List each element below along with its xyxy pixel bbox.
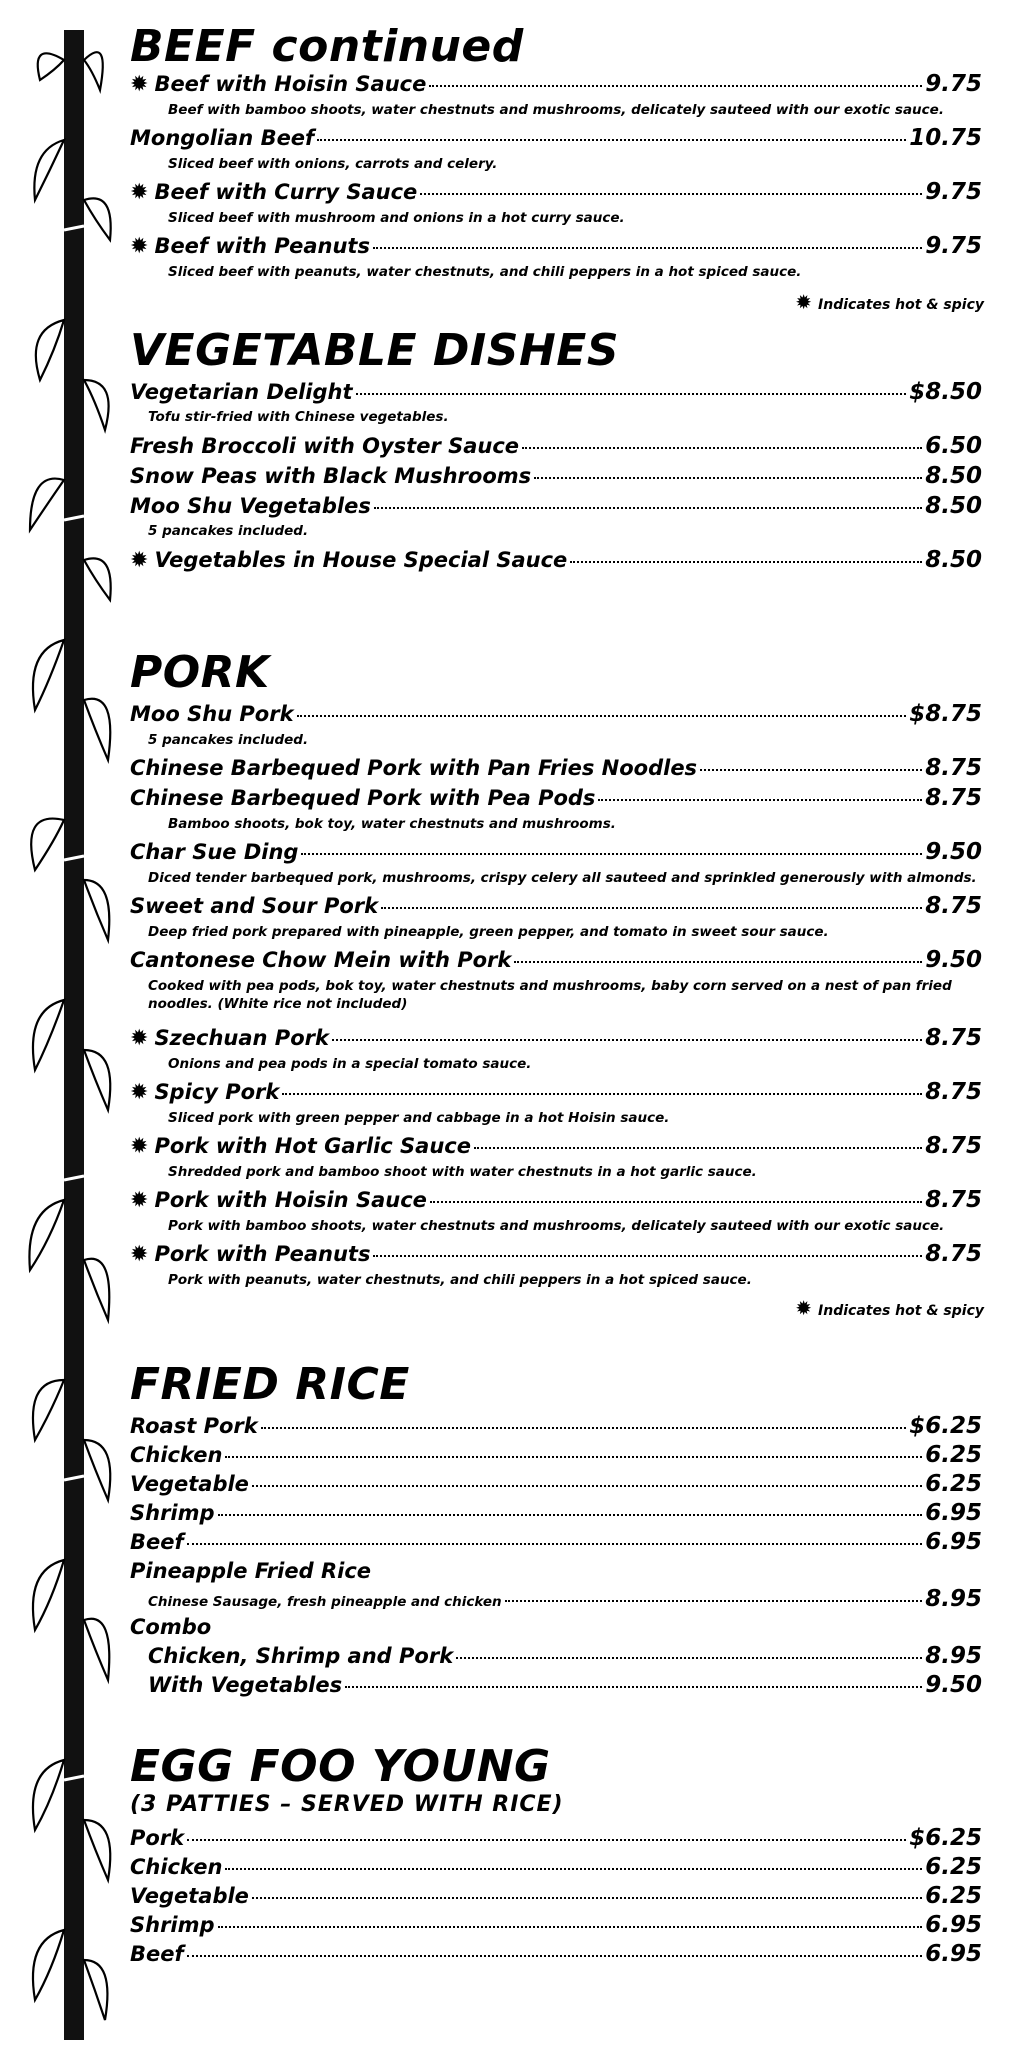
item-description: Chinese Sausage, fresh pineapple and chicken [148,1594,502,1610]
menu-item-fried-rice-roast-pork [130,1412,982,1440]
item-name: Pork with Hoisin Sauce [154,1188,427,1212]
item-name: Beef with Curry Sauce [154,180,418,204]
item-description: Pork with bamboo shoots, water chestnuts and mushrooms, delicately sauteed with our exotic sauce. [168,1218,945,1234]
menu-item-beef-curry [130,178,982,207]
item-description: Diced tender barbequed pork, mushrooms, crispy celery all sauteed and sprinkled generously with almonds. [148,870,977,886]
menu-item-sweet-sour-pork [130,892,982,920]
item-name: Szechuan Pork [154,1026,329,1050]
item-name: Beef [130,1942,184,1966]
item-name: Moo Shu Vegetables [130,494,371,518]
item-description: Pork with peanuts, water chestnuts, and chili peppers in a hot spiced sauce. [168,1272,752,1288]
spicy-icon: ✹ [130,548,149,573]
item-name: Fresh Broccoli with Oyster Sauce [130,434,520,458]
menu-item-fresh-broccoli [130,432,982,460]
menu-item-efy-pork [130,1824,982,1852]
item-name: Chicken [130,1855,223,1879]
menu-item-combo [130,1613,982,1641]
item-price: 8.50 [925,463,982,489]
spicy-icon: ✹ [130,72,149,97]
item-name: Shrimp [130,1501,215,1525]
item-description: Bamboo shoots, bok toy, water chestnuts and mushrooms. [168,816,616,832]
item-name: Chicken [130,1443,223,1467]
item-price: 8.75 [925,1025,982,1051]
item-description: Deep fried pork prepared with pineapple, green pepper, and tomato in sweet sour sauce. [148,924,829,940]
item-name: Pork with Peanuts [154,1242,371,1266]
item-price: 9.75 [925,179,982,205]
item-name: Moo Shu Pork [130,702,294,726]
menu-item-bbq-pork-pea-pods [130,784,982,812]
menu-item-spicy-pork [130,1078,982,1107]
menu-item-cantonese-chow-mein [130,946,982,974]
item-name: Char Sue Ding [130,840,299,864]
item-description: Cooked with pea pods, bok toy, water chestnuts and mushrooms, baby corn served on a nest of pan fried noodles. (White rice not included) [148,978,952,1012]
spicy-legend-text: Indicates hot & spicy [818,1303,984,1319]
item-name: Chinese Barbequed Pork with Pan Fries Noodles [130,756,698,780]
item-description: Sliced beef with peanuts, water chestnuts, and chili peppers in a hot spiced sauce. [168,264,802,280]
menu-item-fried-rice-shrimp [130,1499,982,1527]
egg-foo-young-subtitle: (3 PATTIES – SERVED WITH RICE) [130,1792,564,1817]
item-name: Mongolian Beef [130,126,315,150]
item-price: 6.50 [925,433,982,459]
item-price: 8.50 [925,547,982,573]
vegetable-section-title: VEGETABLE DISHES [130,325,620,376]
item-price: 8.75 [925,1133,982,1159]
item-price: $6.25 [909,1413,982,1439]
menu-item-fried-rice-beef [130,1528,982,1556]
item-description: 5 pancakes included. [148,523,309,539]
menu-item-fried-rice-chicken [130,1441,982,1469]
item-name: Combo [130,1615,212,1639]
menu-item-szechuan-pork [130,1024,982,1053]
spicy-icon: ✹ [130,1026,149,1051]
egg-foo-young-section-title: EGG FOO YOUNG [130,1741,551,1792]
menu-item-efy-vegetable [130,1882,982,1910]
item-price: 8.50 [925,493,982,519]
spicy-icon: ✹ [130,1242,149,1267]
menu-item-efy-chicken [130,1853,982,1881]
item-name: Snow Peas with Black Mushrooms [130,464,532,488]
menu-item-pineapple-fried-rice [130,1557,982,1585]
item-price: 6.25 [925,1883,982,1909]
item-name: Beef with Hoisin Sauce [154,72,427,96]
item-name: Spicy Pork [154,1080,280,1104]
item-price: 6.95 [925,1941,982,1967]
item-price: 8.75 [925,785,982,811]
item-price: 8.75 [925,1241,982,1267]
item-price: 9.50 [925,839,982,865]
item-price: 6.25 [925,1442,982,1468]
menu-item-house-special-vegetables [130,546,982,575]
item-name: Cantonese Chow Mein with Pork [130,948,512,972]
spicy-icon: ✹ [130,1188,149,1213]
item-name: Pineapple Fried Rice [130,1559,372,1583]
item-name: Vegetable [130,1884,249,1908]
item-price: 8.75 [925,755,982,781]
item-description: Sliced beef with onions, carrots and celery. [168,156,498,172]
spicy-legend [795,292,984,315]
item-price: 8.95 [925,1643,982,1669]
menu-item-pineapple-detail [148,1585,982,1616]
item-name: Sweet and Sour Pork [130,894,379,918]
menu-item-pork-peanuts [130,1240,982,1269]
item-description: Sliced pork with green pepper and cabbage in a hot Hoisin sauce. [168,1110,670,1126]
fried-rice-section-title: FRIED RICE [130,1359,410,1410]
item-description: Beef with bamboo shoots, water chestnuts and mushrooms, delicately sauteed with our exotic sauce. [168,102,944,118]
menu-item-char-sue-ding [130,838,982,866]
item-price: $6.25 [909,1825,982,1851]
spicy-icon: ✹ [130,1080,149,1105]
item-price: $8.75 [909,701,982,727]
item-name: Beef [130,1530,184,1554]
item-name: Chinese Barbequed Pork with Pea Pods [130,786,596,810]
item-price: 8.75 [925,1187,982,1213]
item-price: 6.95 [925,1529,982,1555]
menu-item-combo-chicken-shrimp-pork [148,1642,982,1670]
item-description: Sliced beef with mushroom and onions in a hot curry sauce. [168,210,625,226]
item-price: 6.25 [925,1854,982,1880]
spicy-icon: ✹ [130,234,149,259]
item-name: Shrimp [130,1913,215,1937]
item-name: Chicken, Shrimp and Pork [148,1644,454,1668]
menu-item-mongolian-beef [130,124,982,152]
spicy-icon: ✹ [130,1134,149,1159]
spicy-icon: ✹ [795,290,813,314]
spicy-icon: ✹ [795,1296,813,1320]
menu-item-fried-rice-vegetable [130,1470,982,1498]
beef-section-title: BEEF continued [130,21,524,72]
item-description: Tofu stir-fried with Chinese vegetables. [148,409,449,425]
spicy-legend [795,1298,984,1321]
menu-item-moo-shu-vegetables [130,492,982,520]
bamboo-border-decoration [0,0,120,2047]
item-price: 8.75 [925,1079,982,1105]
menu-item-efy-beef [130,1940,982,1968]
item-price: 9.75 [925,233,982,259]
item-description: 5 pancakes included. [148,732,309,748]
menu-item-vegetarian-delight [130,378,982,406]
item-name: With Vegetables [148,1673,343,1697]
item-description: Onions and pea pods in a special tomato sauce. [168,1056,532,1072]
item-name: Pork with Hot Garlic Sauce [154,1134,471,1158]
menu-item-pork-hoisin [130,1186,982,1215]
item-price: 9.50 [925,947,982,973]
menu-item-pork-hot-garlic [130,1132,982,1161]
item-name: Vegetables in House Special Sauce [154,548,568,572]
item-name: Roast Pork [130,1414,258,1438]
spicy-icon: ✹ [130,180,149,205]
menu-item-beef-peanuts [130,232,982,261]
item-price: 8.95 [925,1586,982,1612]
menu-item-snow-peas [130,462,982,490]
item-price: 6.95 [925,1500,982,1526]
item-price: $8.50 [909,379,982,405]
item-name: Vegetarian Delight [130,380,353,404]
menu-item-combo-with-vegetables [148,1671,982,1699]
pork-section-title: PORK [130,647,270,698]
item-name: Vegetable [130,1472,249,1496]
item-name: Pork [130,1826,185,1850]
menu-item-bbq-pork-noodles [130,754,982,782]
menu-item-efy-shrimp [130,1911,982,1939]
menu-item-beef-hoisin [130,70,982,99]
item-price: 8.75 [925,893,982,919]
item-price: 9.75 [925,71,982,97]
item-price: 6.95 [925,1912,982,1938]
item-price: 10.75 [909,125,982,151]
spicy-legend-text: Indicates hot & spicy [818,297,984,313]
item-name: Beef with Peanuts [154,234,370,258]
menu-item-moo-shu-pork [130,700,982,728]
item-price: 9.50 [925,1672,982,1698]
item-description: Shredded pork and bamboo shoot with water chestnuts in a hot garlic sauce. [168,1164,757,1180]
item-price: 6.25 [925,1471,982,1497]
